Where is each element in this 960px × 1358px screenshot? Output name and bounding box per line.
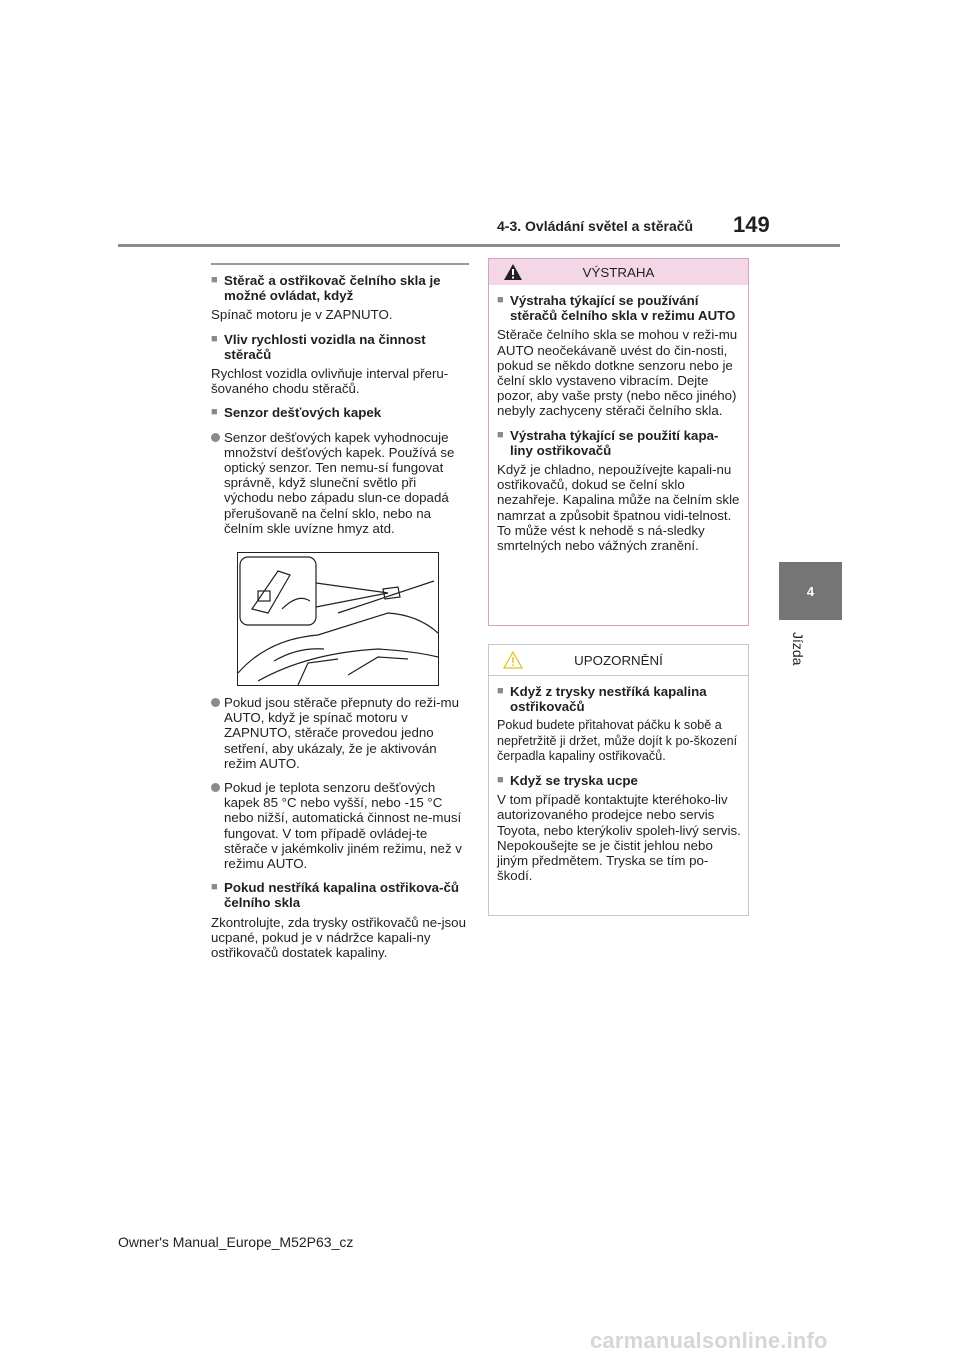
paragraph: V tom případě kontaktujte kteréhoko-liv autorizovaného prodejce nebo servis Toyota, nebo kterýkoliv spoleh-livý servis. Nepokoušejte se je čistit jehlou nebo jiným předmětem. Tryska se tím po-škodí. [497, 792, 741, 884]
heading: ■ Když z trysky nestříká kapalina ostřikovačů [497, 684, 707, 715]
heading: ■ Výstraha týkající se používání stěračů čelního skla v režimu AUTO [497, 293, 736, 324]
left-column [211, 263, 469, 960]
chapter-label: Jízda [790, 632, 806, 666]
caution-triangle-icon [503, 651, 523, 669]
heading: ■ Vliv rychlosti vozidla na činnost stěračů [211, 331, 426, 362]
square-bullet-icon: ■ [211, 332, 218, 345]
footer-text: Owner's Manual_Europe_M52P63_cz [118, 1234, 354, 1250]
square-bullet-icon: ■ [211, 881, 218, 894]
header-divider [118, 244, 840, 247]
heading: ■ Pokud nestříká kapalina ostřikova-čů čelního skla [211, 880, 459, 911]
paragraph: Stěrače čelního skla se mohou v reži-mu AUTO neočekávaně uvést do čin-nosti, pokud se někdo dotkne senzoru nebo je čelní sklo vystaveno vibracím. Dejte pozor, aby vaše prsty (nebo něco jiného) nebyly zachyceny stěrači čelního skla. [497, 327, 738, 419]
square-bullet-icon: ■ [211, 406, 218, 419]
section-title: 4-3. Ovládání světel a stěračů [497, 218, 694, 234]
bullet-dot-icon [211, 783, 220, 792]
heading: ■ Když se tryska ucpe [497, 773, 638, 789]
square-bullet-icon: ■ [497, 428, 504, 441]
paragraph: Spínač motoru je v ZAPNUTO. [211, 307, 393, 323]
heading: ■ Výstraha týkající se použití kapa-liny ostřikovačů [497, 427, 719, 458]
column-divider [211, 263, 469, 265]
paragraph: Zkontrolujte, zda trysky ostřikovačů ne-jsou ucpané, pokud je v nádržce kapali-ny ostřikovačů dostatek kapaliny. [211, 914, 466, 961]
page-number: 149 [733, 212, 770, 237]
chapter-number: 4 [806, 583, 815, 599]
bullet-item: Pokud je teplota senzoru dešťových kapek 85 °C nebo vyšší, nebo -15 °C nebo nižší, automatická činnost ne-musí fungovat. V tom případě ovládej-te stěrače v jakémkoliv jiném režimu, než v režimu AUTO. [211, 780, 469, 871]
warning-title: VÝSTRAHA [582, 264, 655, 280]
square-bullet-icon: ■ [211, 274, 218, 286]
car-windshield-icon [238, 553, 438, 685]
warning-box [488, 258, 749, 626]
caution-box [488, 644, 749, 916]
caution-header [489, 645, 748, 676]
bullet-item: Pokud jsou stěrače přepnuty do reži-mu AUTO, když je spínač motoru v ZAPNUTO, stěrače provedou jedno setření, aby ukázaly, že je aktivován režim AUTO. [211, 695, 469, 771]
rain-sensor-illustration [237, 552, 439, 686]
caution-title: UPOZORNĚNÍ [574, 652, 663, 668]
square-bullet-icon: ■ [497, 294, 504, 306]
paragraph: Pokud budete přitahovat páčku k sobě a nepřetržitě ji držet, může dojít k po-škození čerpadla kapaliny ostřikovačů. [497, 718, 738, 763]
bullet-dot-icon [211, 433, 220, 442]
watermark: carmanualsonline.info [590, 1328, 828, 1353]
chapter-tab [779, 562, 842, 620]
warning-triangle-icon [503, 263, 523, 281]
square-bullet-icon: ■ [497, 685, 504, 697]
bullet-item: Senzor dešťových kapek vyhodnocuje množství dešťových kapek. Používá se optický senzor. Ten nemu-sí fungovat správně, když sluneční světlo při východu nebo západu slun-ce dopadá přerušovaně na čelní sklo, nebo na čelním skle uvízne hmyz atd. [211, 430, 469, 536]
paragraph: Když je chladno, nepoužívejte kapali-nu ostřikovačů, dokud se čelní sklo nezahřeje. Kapalina může na čelním skle namrzat a způsobit špatnou vidi-telnost. To může vést k nehodě s ná-sledky smrtelných nebo vážných zranění. [497, 462, 740, 554]
bullet-dot-icon [211, 698, 220, 707]
square-bullet-icon: ■ [497, 774, 504, 787]
warning-header [489, 259, 748, 285]
paragraph: Rychlost vozidla ovlivňuje interval přeru-šovaného chodu stěračů. [211, 366, 449, 397]
heading: ■ Stěrač a ostřikovač čelního skla je možné ovládat, když [211, 273, 441, 304]
heading: ■ Senzor dešťových kapek [211, 405, 382, 421]
